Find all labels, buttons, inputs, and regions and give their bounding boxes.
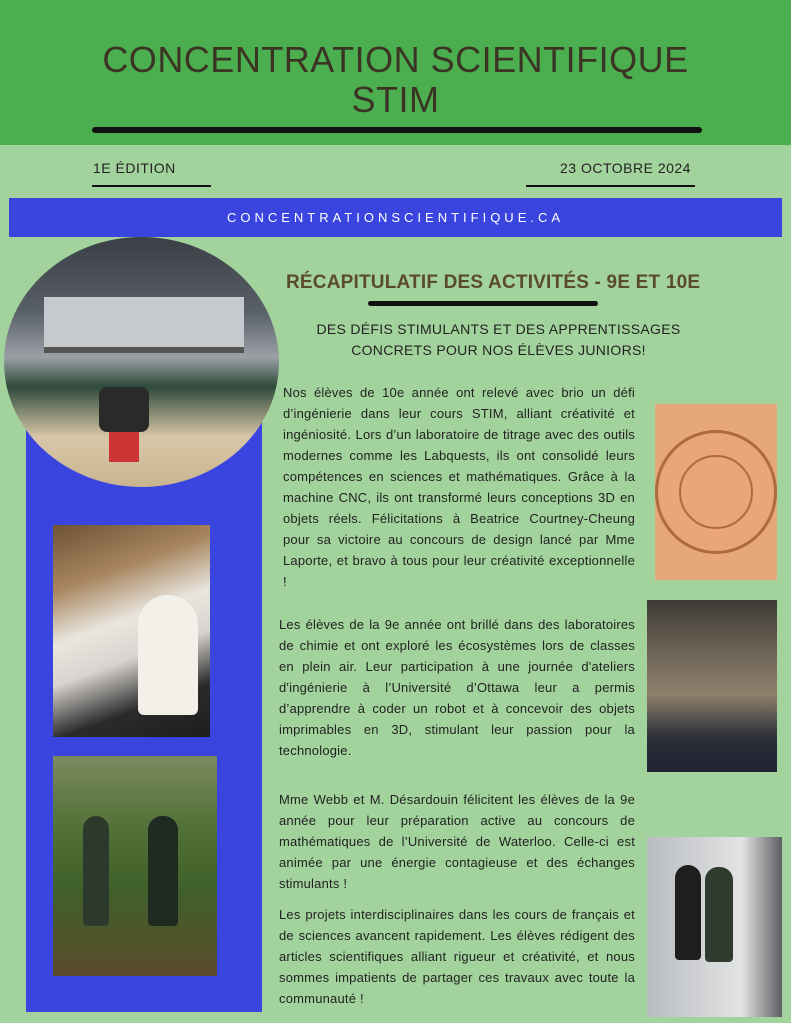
- cnc-knob-shape: [99, 387, 149, 432]
- cnc-machine-photo: [4, 237, 279, 487]
- paragraph-interdisciplinary: Les projets interdisciplinaires dans les cours de français et de sciences avancent rapidement. Les élèves rédigent des articles scientifiques alliant rigueur et créativité, et nous sommes impatients de partager ces travaux avec toute la communauté !: [279, 907, 635, 1006]
- paragraph-9e: Les élèves de la 9e année ont brillé dans des laboratoires de chimie et ont exploré les écosystèmes lors de classes en plein air. Leur participation à une journée d'ateliers d'ingénierie à l’Université d’Ottawa leur a permis d’apprendre à coder un robot et à concevoir des objets imprimables en 3D, stimulant leur passion pour la technologie.: [279, 617, 635, 758]
- paragraph-10e: Nos élèves de 10e année ont relevé avec brio un défi d’ingénierie dans leur cours STIM, alliant créativité et ingéniosité. Lors d’un laboratoire de titrage avec des outils modernes comme les Labquests, ils ont consolidé leurs compétences en sciences et mathématiques. Grâce à la machine CNC, ils ont transformé leurs conceptions 3D en objets réels. Félicitations à Beatrice Courtney-Cheung pour sa victoire au concours de design lancé par Mme Laporte, et bravo à tous pour leur créativité exceptionnelle !: [283, 385, 635, 589]
- edition-label: 1E ÉDITION: [93, 160, 176, 176]
- paragraph-math-contest: Mme Webb et M. Désardouin félicitent les élèves de la 9e année pour leur préparation active au concours de mathématiques de l’Université de Waterloo. Celle-ci est animée par une énergie contagieuse et des échanges stimulants !: [279, 792, 635, 891]
- website-bar: [9, 198, 782, 237]
- student-figure-shape: [83, 816, 109, 926]
- student-figure-shape: [675, 865, 701, 960]
- engraved-medallion-photo: [655, 404, 777, 580]
- title-line-1: CONCENTRATION SCIENTIFIQUE: [102, 39, 689, 80]
- issue-date: 23 OCTOBRE 2024: [560, 160, 691, 176]
- page-title: [0, 40, 791, 120]
- student-figure-shape: [705, 867, 733, 962]
- student-figure-shape: [148, 816, 178, 926]
- engineering-workshop-photo: [647, 600, 777, 772]
- outdoor-class-photo: [53, 756, 217, 976]
- medallion-inner-ring: [679, 455, 753, 529]
- cnc-red-part-shape: [109, 432, 139, 462]
- title-line-2: STIM: [351, 79, 440, 120]
- section-heading: RÉCAPITULATIF DES ACTIVITÉS - 9E ET 10E: [286, 272, 701, 293]
- cnc-machine-shape: [44, 297, 244, 353]
- section-divider: [368, 301, 598, 306]
- medallion-shape: [655, 430, 777, 554]
- chemistry-lab-photo: [53, 525, 210, 737]
- subheading-line-1: DES DÉFIS STIMULANTS ET DES APPRENTISSAGES: [316, 321, 681, 337]
- subheading-line-2: CONCRETS POUR NOS ÉLÈVES JUNIORS!: [351, 342, 646, 358]
- robot-coding-photo: [647, 837, 782, 1017]
- student-lab-coat-shape: [138, 595, 198, 715]
- edition-divider: [92, 185, 211, 187]
- title-divider: [92, 127, 702, 133]
- date-divider: [526, 185, 695, 187]
- section-subheading: [286, 319, 711, 361]
- website-link[interactable]: CONCENTRATIONSCIENTIFIQUE.CA: [226, 210, 565, 225]
